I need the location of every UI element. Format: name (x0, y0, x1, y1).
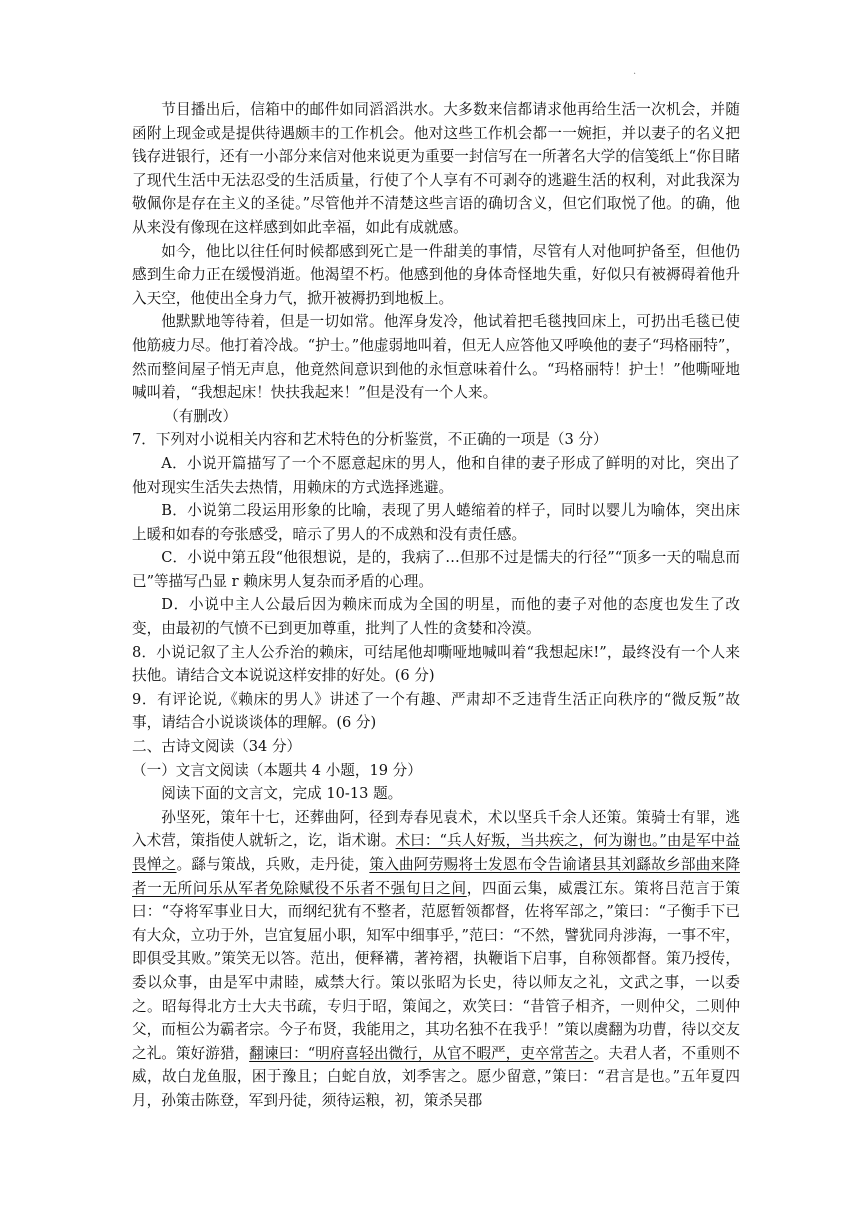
header-mark: . (633, 66, 637, 77)
document-page (132, 98, 740, 1113)
story-paragraph-2: 如今，他比以往任何时候都感到死亡是一件甜美的事情，尽管有人对他呵护备至，但他仍感到生命力正在缓慢消逝。他渴望不朽。他感到他的身体奇怪地失重，好似只有被褥碍着他升入天空，他使出全身力气，掀开被褥扔到地板上。 (132, 242, 740, 307)
story-paragraph-3: 他默默地等待着，但是一切如常。他浑身发冷，他试着把毛毯拽回床上，可扔出毛毯已使他筋疲力尽。他打着冷战。“护士。”他虚弱地叫着，但无人应答他又呼唤他的妻子“玛格丽特”，然而整间屋子悄无声息，他竟然间意识到他的永恒意味着什么。“玛格丽特！护士！”他嘶哑地喊叫着，“我想起床！快扶我起来！”但是没有一个人来。 (132, 313, 740, 402)
underlined-sentence-2: 翻谏曰：“明府喜轻出微行，从官不暇严，吏卒常苦之 (249, 1044, 594, 1062)
section-2-instruction: 阅读下面的文言文，完成 10-13 题。 (161, 785, 403, 803)
section-2-subheading: （一）文言文阅读（本题共 4 小题，19 分） (132, 761, 422, 779)
question-7-option-c: C．小说中第五段“他很想说，是的，我病了…但那不过是懦夫的行径”“顶多一天的喘息而已”等描写凸显 r 赖床男人复杂而矛盾的心理。 (132, 549, 740, 590)
classical-text-s1: 孙坚死，策年十七，还葬曲阿，径到寿春见袁术，术以坚兵千余人还策。策骑士有罪，逃入术营，策指使人就斩之，讫，诣术谢。 (132, 808, 740, 850)
story-paragraph-1: 节目播出后，信箱中的邮件如同滔滔洪水。大多数来信都请求他再给生活一次机会，并随函附上现金或是提供待遇颇丰的工作机会。他对这些工作机会都一一婉拒，并以妻子的名义把钱存进银行，还有一小部分来信对他来说更为重要一封信写在一所著名大学的信笺纸上“你目睹了现代生活中无法忍受的生活质量，行使了个人享有不可剥夺的逃避生活的权利，对此我深为敬佩你是存在主义的圣徒。”尽管他并不清楚这些言语的确切含义，但它们取悦了他。的确，他从来没有像现在这样感到如此幸福，如此有成就感。 (132, 101, 740, 236)
question-7-stem: 7．下列对小说相关内容和艺术特色的分析鉴赏，不正确的一项是（3 分） (132, 431, 608, 449)
classical-text-paragraph (132, 806, 740, 1113)
classical-text-s7: 。夫君人者，不重则不威，故白龙鱼服，困于豫且；白蛇自放，刘季害之。愿少留意，”策曰：“君言是也。”五年夏四月，孙策击陈登，军到丹徒，须待运粮，初，策杀吴郡 (132, 1044, 740, 1109)
question-7-option-b: B．小说第二段运用形象的比喻，表现了男人蜷缩着的样子，同时以婴儿为喻体，突出床上暖和如春的夸张感受，暗示了男人的不成熟和没有责任感。 (132, 502, 740, 543)
section-2-heading: 二、古诗文阅读（34 分） (132, 738, 302, 756)
source-note: （有删改） (164, 407, 238, 425)
underlined-punctuation-passage: 策入曲阿劳赐将士发恩布令告谕诸县其刘繇故乡部曲来降者一无所问乐从军者免除赋役不乐者不强旬日之间 (132, 856, 740, 897)
question-7-option-d: D．小说中主人公最后因为赖床而成为全国的明星，而他的妻子对他的态度也发生了改变，由最初的气愤不已到更加尊重，批判了人性的贪婪和冷漠。 (132, 596, 740, 638)
underlined-sentence-1: 术曰：“兵人好叛，当共疾之，何为谢也。”由是军中益畏惮之 (132, 832, 740, 873)
question-8: 8．小说记叙了主人公乔治的赖床，可结尾他却嘶哑地喊叫着“我想起床!”，最终没有一个人来扶他。请结合文本说说这样安排的好处。(6 分) (132, 643, 740, 685)
question-9: 9．有评论说,《赖床的男人》讲述了一个有趣、严肃却不乏违背生活正向秩序的“微反叛”故事，请结合小说谈谈体的理解。(6 分) (132, 690, 740, 732)
classical-text-s3: 。繇与策战，兵败，走丹徒， (176, 856, 370, 873)
question-7-option-a: A．小说开篇描写了一个不愿意起床的男人，他和自律的妻子形成了鲜明的对比，突出了他对现实生活失去热情，用赖床的方式选择逃避。 (132, 454, 740, 496)
classical-text-s5: ，四面云集，威震江东。策将吕范言于策曰：“夺将军事业日大，而纲纪犹有不整者，范愿暂领都督，佐将军部之，”策曰：“子衡手下已有大众，立功于外，岂宜复屈小职，知军中细事乎，”范曰：“不然，譬犹同舟涉海，一事不牢，即俱受其败。”策笑无以答。范出，便释褠，著袴褶，执鞭诣下启事，自称领都督。策乃授传，委以众事，由是军中肃睦，威禁大行。策以张昭为长史，待以师友之礼，文武之事，一以委之。昭每得北方士大夫书疏，专归于昭，策闻之，欢笑曰：“昔管子相齐，一则仲父，二则仲父，而桓公为霸者宗。今子布贤，我能用之，其功名独不在我乎！”策以虞翻为功曹，待以交友之礼。策好游猎， (132, 879, 740, 1062)
